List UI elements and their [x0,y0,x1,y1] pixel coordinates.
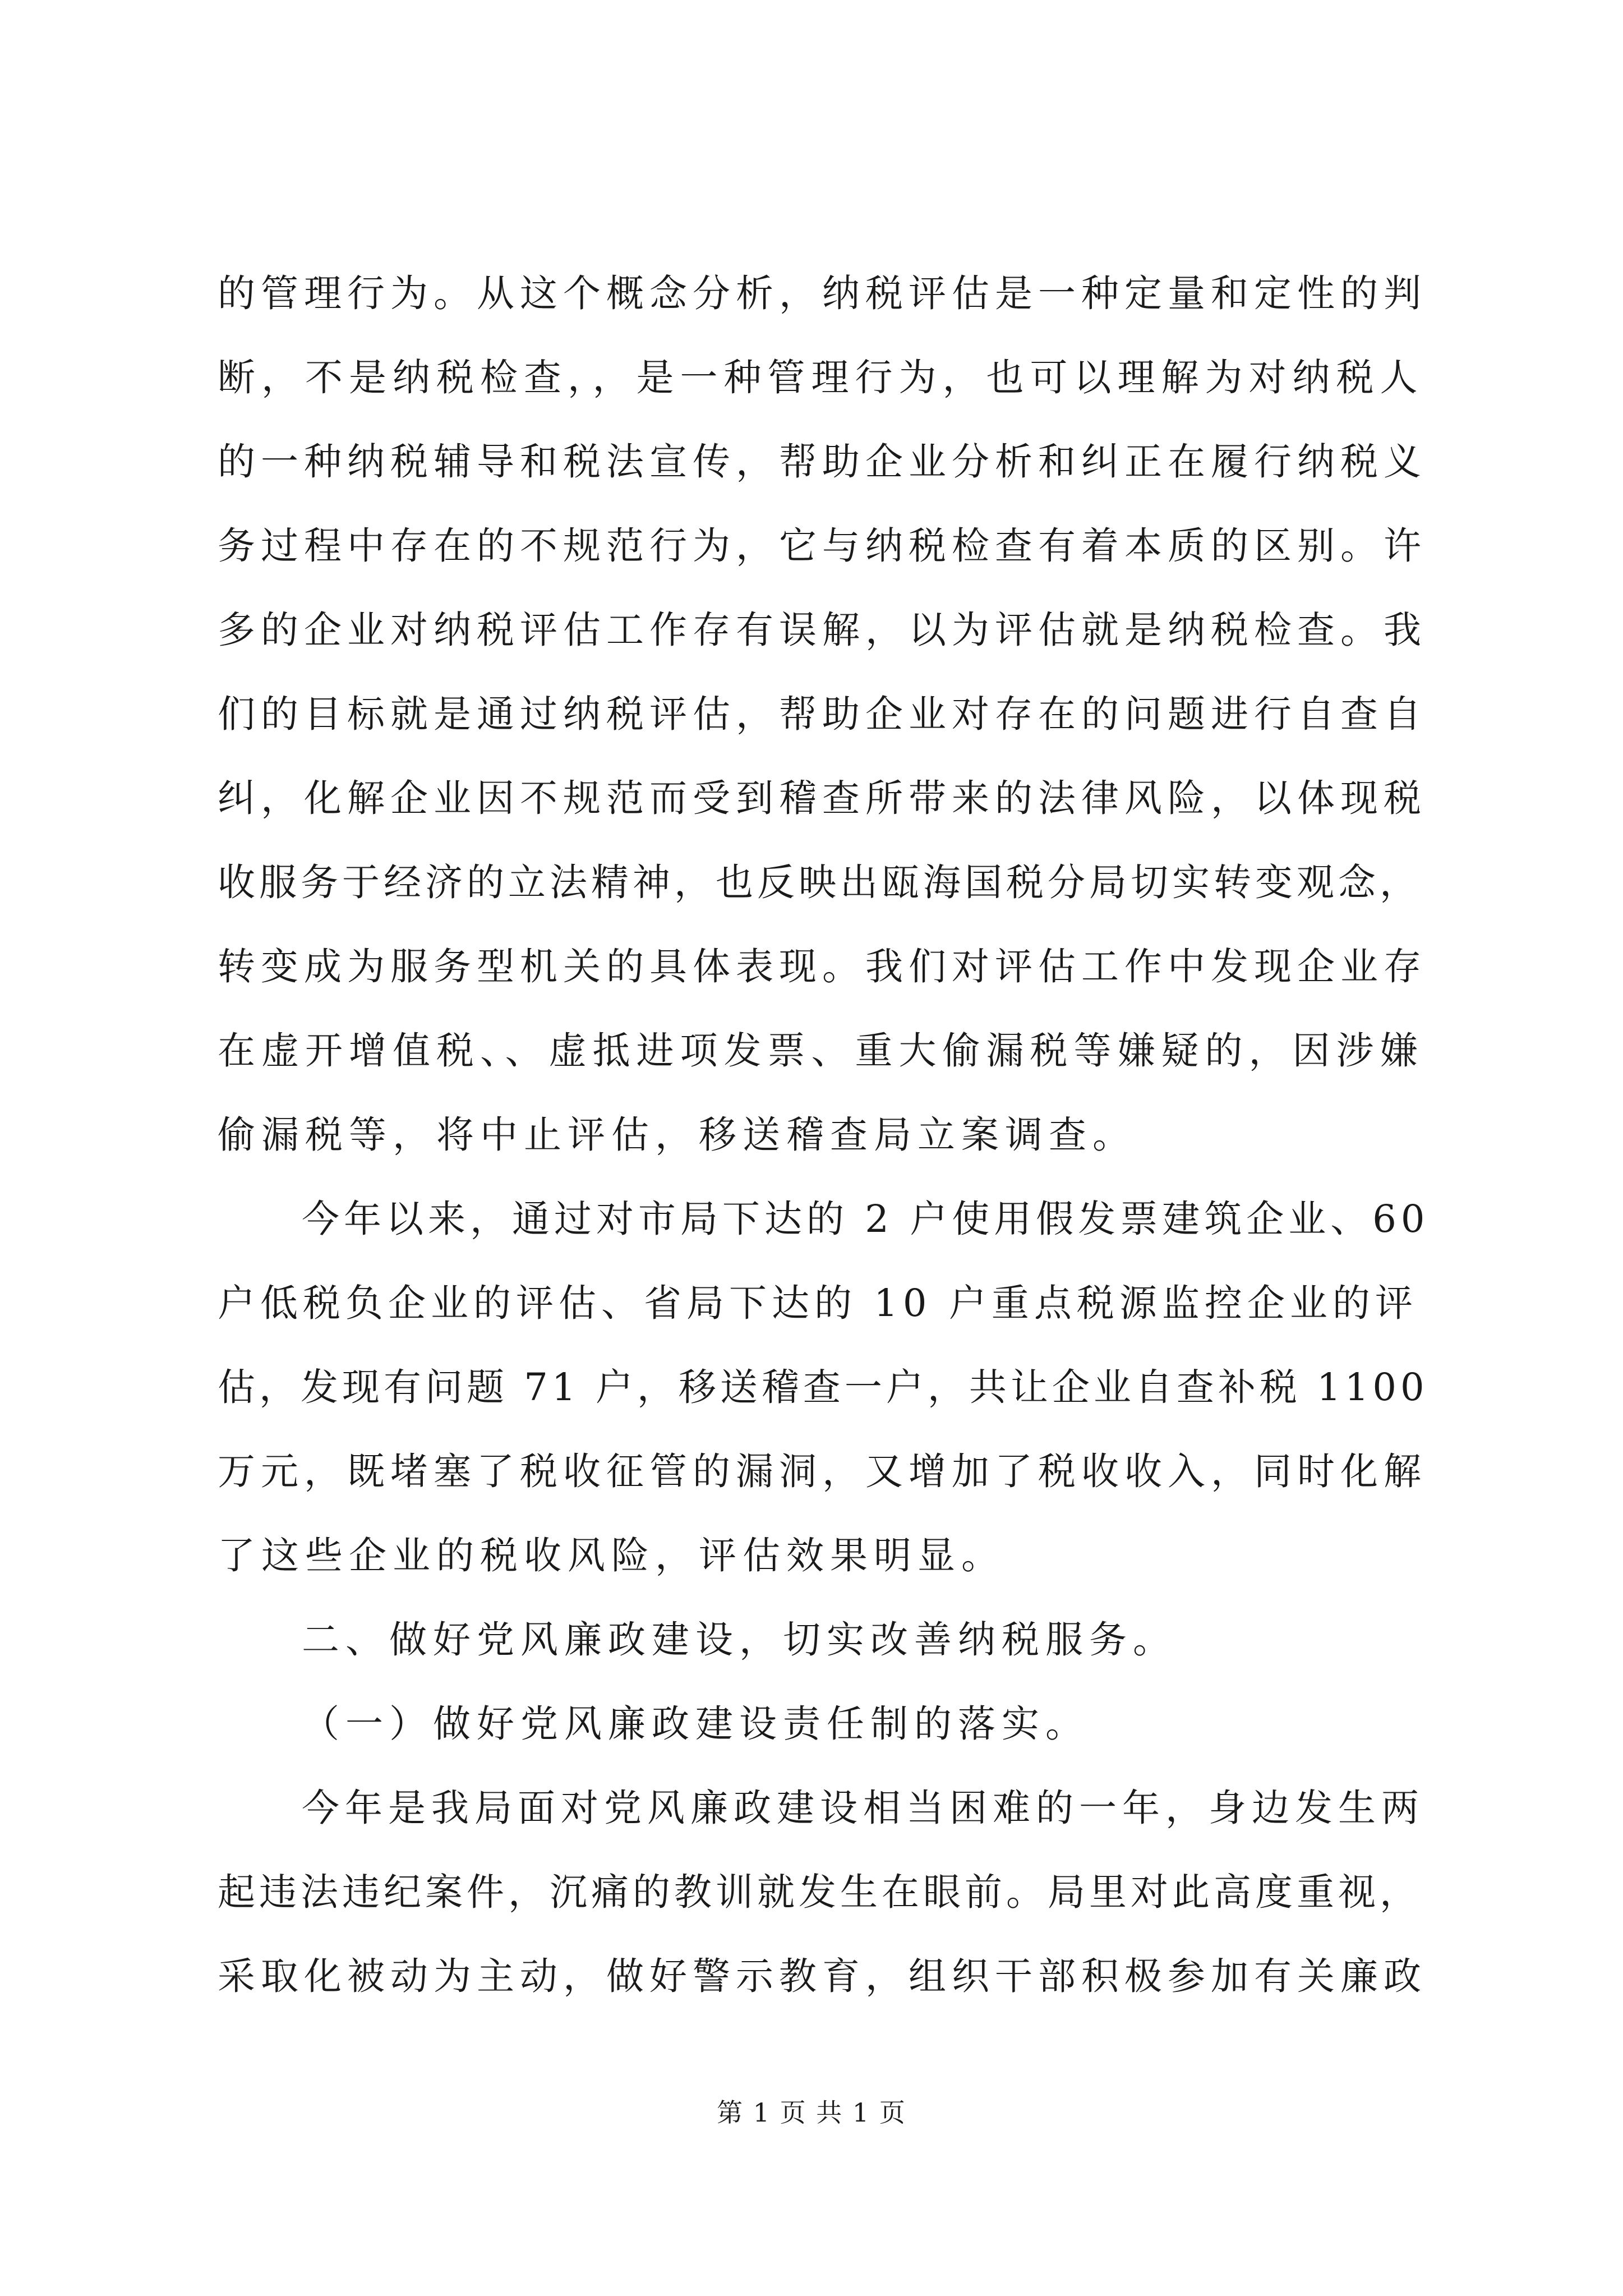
text-line-10: 在虚开增值税、、虚抵进项发票、重大偷漏税等嫌疑的，因涉嫌 [218,1029,1424,1073]
text-line-19: 今年是我局面对党风廉政建设相当困难的一年，身边发生两 [302,1786,1424,1830]
text-line-16: 了这些企业的税收风险，评估效果明显。 [218,1534,1005,1577]
text-line-13: 户低税负企业的评估、省局下达的 10 户重点税源监控企业的评 [218,1281,1418,1325]
text-line-3: 的一种纳税辅导和税法宣传，帮助企业分析和纠正在履行纳税义 [218,440,1427,484]
text-line-4: 务过程中存在的不规范行为，它与纳税检查有着本质的区别。许 [218,524,1427,568]
text-line-21: 采取化被动为主动，做好警示教育，组织干部积极参加有关廉政 [218,1954,1427,1998]
document-body [218,251,1429,2018]
text-line-5: 多的企业对纳税评估工作存有误解，以为评估就是纳税检查。我 [218,608,1427,652]
text-line-12: 今年以来，通过对市局下达的 2 户使用假发票建筑企业、60 [302,1197,1430,1241]
section-heading: 二、做好党风廉政建设，切实改善纳税服务。 [302,1618,1177,1662]
subsection-heading: （一）做好党风廉政建设责任制的落实。 [302,1702,1089,1746]
text-line-14: 估，发现有问题 71 户，移送稽查一户，共让企业自查补税 1100 [218,1365,1428,1409]
text-line-7: 纠，化解企业因不规范而受到稽查所带来的法律风险，以体现税 [218,776,1427,820]
text-line-8: 收服务于经济的立法精神，也反映出瓯海国税分局切实转变观念， [218,861,1421,904]
text-line-6: 们的目标就是通过纳税评估，帮助企业对存在的问题进行自查自 [218,692,1427,736]
text-line-9: 转变成为服务型机关的具体表现。我们对评估工作中发现企业存 [218,945,1427,988]
text-line-15: 万元，既堵塞了税收征管的漏洞，又增加了税收收入，同时化解 [218,1450,1427,1493]
text-line-1: 的管理行为。从这个概念分析，纳税评估是一种定量和定性的判 [218,272,1427,315]
text-line-20: 起违法违纪案件，沉痛的教训就发生在眼前。局里对此高度重视， [218,1870,1421,1914]
text-line-2: 断，不是纳税检查，，是一种管理行为，也可以理解为对纳税人 [218,356,1424,399]
page-footer: 第 1 页 共 1 页 [717,2097,906,2128]
text-line-11: 偷漏税等，将中止评估，移送稽查局立案调查。 [218,1113,1136,1157]
